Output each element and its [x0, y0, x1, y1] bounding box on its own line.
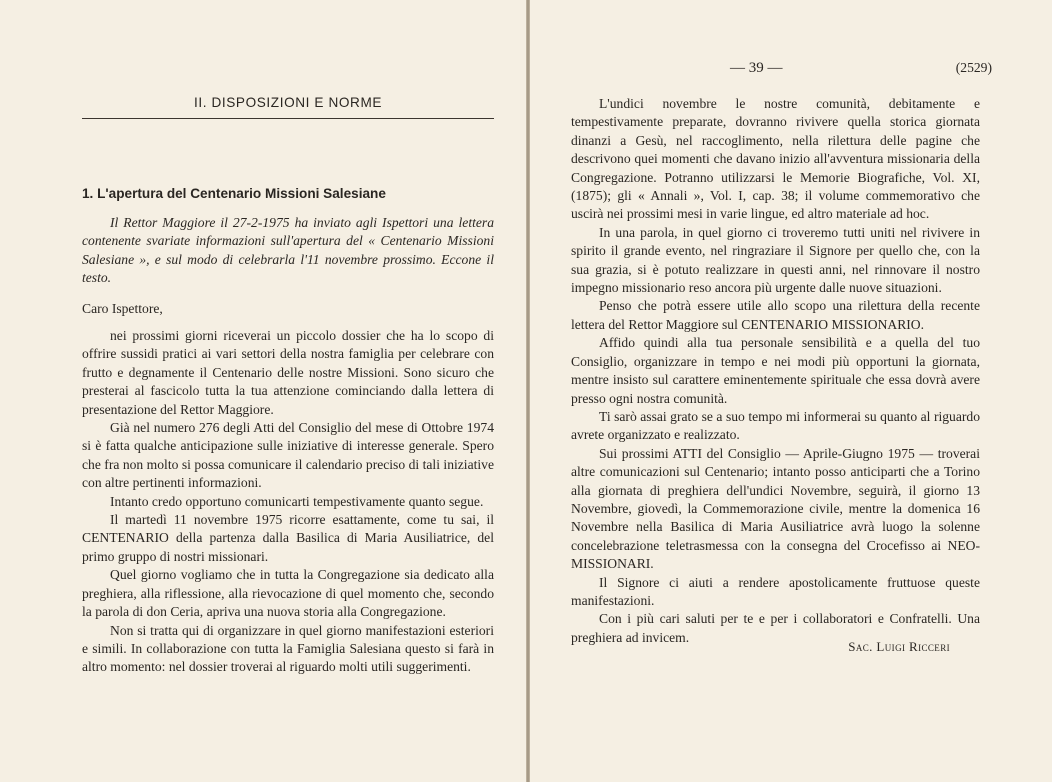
page-number: — 39 — — [730, 60, 783, 76]
paragraph: Già nel numero 276 degli Atti del Consiglio del mese di Ottobre 1974 si è fatta qualche anticipazione sulle iniziative di interesse generale. Spero che fra non molto si possa comunicare il calendario preciso di tali iniziative con altre pertinenti informazioni. — [82, 420, 494, 491]
paragraph: L'undici novembre le nostre comunità, debitamente e tempestivamente preparate, dovranno rivivere quella storica giornata dinanzi a Gesù, nel raccoglimento, nella rilettura delle pagine che descrivono quei momenti che davano inizio all'avventura missionaria della Congregazione. Potranno utilizzarsi le Memorie Biografiche, Vol. XI, (1875); gli « Annali », Vol. I, cap. 38; il volume commemorativo che uscirà nei prossimi mesi in varie lingue, ed altro materiale ad hoc. — [571, 96, 980, 222]
paragraph: Intanto credo opportuno comunicarti tempestivamente quanto segue. — [110, 493, 484, 509]
letter-greeting: Caro Ispettore, — [82, 301, 163, 316]
paragraph: In una parola, in quel giorno ci troveremo tutti uniti nel rivivere in spirito il grande evento, nel ringraziare il Signore per quello che, con la sua grazia, si è potuto realizzare in questi anni, nel rinnovare il nostro impegno missionario reso ancora più urgente dalle nuove situazioni. — [571, 224, 980, 296]
paragraph: Non si tratta qui di organizzare in quel giorno manifestazioni esteriori e simili. In collaborazione con tutta la Famiglia Salesiana questo si farà in altro momento: nel dossier troverai al riguardo molti utili suggerimenti. — [82, 622, 494, 675]
paragraph: Quel giorno vogliamo che in tutta la Congregazione sia dedicato alla preghiera, alla riflessione, alla rievocazione di quel momento che, secondo la parola di don Ceria, apriva una nuova storia alla Congregazione. — [82, 567, 494, 620]
paragraph: Il Signore ci aiuti a rendere apostolicamente fruttuose queste manifestazioni. — [571, 574, 980, 608]
intro-paragraph: Il Rettor Maggiore il 27-2-1975 ha inviato agli Ispettori una lettera contenente svariate informazioni sull'apertura del « Centenario Missioni Salesiane », e sul modo di celebrarla l'11 novembre prossimo. Eccone il testo. — [82, 215, 494, 286]
section-title: 1. L'apertura del Centenario Missioni Salesiane — [82, 186, 386, 201]
paragraph: Sui prossimi ATTI del Consiglio — Aprile-Giugno 1975 — troverai altre comunicazioni sul Centenario; intanto posso anticiparti che a Torino alla giornata di preghiera dell'undici Novembre, seguirà, il giorno 13 Novembre, giovedì, la Commemorazione civile, mentre la domenica 16 Novembre nella Basilica di Maria Ausiliatrice avrà luogo la solenne concelebrazione teletrasmessa con la consegna del Crocefisso ai NEO-MISSIONARI. — [571, 445, 980, 572]
paragraph: nei prossimi giorni riceverai un piccolo dossier che ha lo scopo di offrire sussidi pratici ai vari settori della nostra famiglia per celebrare con frutto e degnamente il Centenario delle nostre Missioni. Sono sicuro che presterai al fascicolo tutta la tua attenzione cominciando dalla lettera di presentazione del Rettor Maggiore. — [82, 328, 494, 417]
paragraph: Il martedì 11 novembre 1975 ricorre esattamente, come tu sai, il CENTENARIO della partenza dalla Basilica di Maria Ausiliatrice, del primo gruppo di nostri missionari. — [82, 512, 494, 564]
paragraph: Con i più cari saluti per te e per i collaboratori e Confratelli. Una preghiera ad invicem. — [571, 611, 980, 645]
paragraph: Affido quindi alla tua personale sensibilità e a quella del tuo Consiglio, organizzare in tempo e nei modi più opportuni la giornata, mentre insisto sul carattere eminentemente spirituale che essa dovrà avere presso ogni nostra comunità. — [571, 335, 980, 406]
page-label: (2529) — [955, 60, 992, 75]
paragraph: Penso che potrà essere utile allo scopo una rilettura della recente lettera del Rettor Maggiore sul CENTENARIO MISSIONARIO. — [571, 298, 980, 332]
signature: Sac. Luigi Ricceri — [848, 639, 950, 654]
left-body — [82, 327, 494, 677]
chapter-heading: II. DISPOSIZIONI E NORME — [193, 95, 383, 110]
right-page — [530, 0, 1052, 782]
heading-rule — [82, 118, 494, 119]
paragraph: Ti sarò assai grato se a suo tempo mi informerai su quanto al riguardo avrete organizzato e realizzato. — [571, 408, 980, 443]
right-body — [571, 95, 980, 647]
